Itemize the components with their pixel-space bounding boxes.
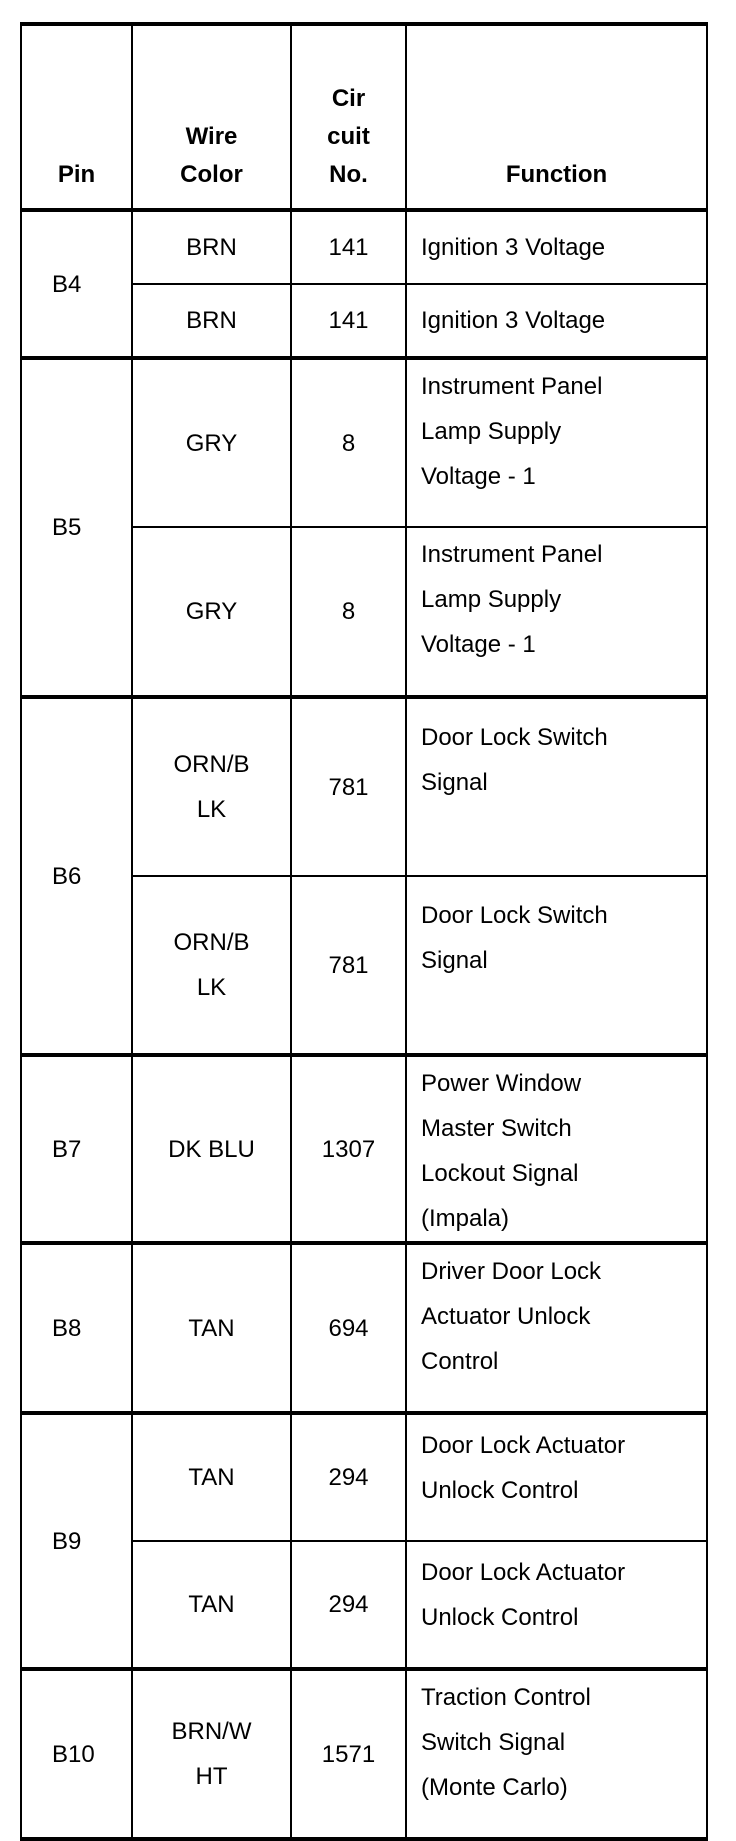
pin-column-header (21, 24, 132, 210)
wire-color-cell (132, 876, 291, 1055)
function-text-line: Unlock Control (421, 1604, 579, 1631)
wire-color-cell (132, 1243, 291, 1413)
circuit-number-cell: 781 (291, 697, 406, 876)
circuit-number-cell: 294 (291, 1541, 406, 1669)
wire-color-text: ORN/B (173, 751, 250, 778)
function-text-line: Door Lock Actuator (421, 1559, 626, 1586)
function-text-line: Voltage - 1 (421, 631, 536, 658)
table-row (21, 1243, 707, 1413)
function-text-line: (Monte Carlo) (421, 1774, 568, 1801)
pin-cell: B4 (21, 210, 132, 358)
table-row (21, 358, 707, 527)
function-text-line: Ignition 3 Voltage (421, 234, 606, 261)
wire-color-cell (132, 284, 291, 358)
function-text-line: Switch Signal (421, 1729, 566, 1756)
function-cell (406, 358, 707, 527)
function-cell (406, 284, 707, 358)
wire-color-text: GRY (185, 429, 238, 457)
circuit-number-cell: 694 (291, 1243, 406, 1413)
wire-color-text: GRY (185, 598, 238, 625)
wire-color-text: BRN/W (171, 1718, 252, 1745)
circuit-number-cell: 8 (291, 358, 406, 527)
circuit-number-cell: 781 (291, 876, 406, 1055)
circuit-number-cell: 1307 (291, 1055, 406, 1243)
function-header-text: Function (505, 161, 608, 188)
function-text-line: Instrument Panel (421, 541, 603, 568)
wire-color-text: TAN (188, 1464, 235, 1491)
pinout-table (20, 22, 708, 1841)
pin-cell: B6 (21, 697, 132, 1055)
wire-color-text: DK BLU (168, 1135, 255, 1163)
circuit-number-cell: 141 (291, 284, 406, 358)
function-cell (406, 697, 707, 876)
function-cell (406, 1243, 707, 1413)
pin-cell: B9 (21, 1413, 132, 1669)
function-cell (406, 1413, 707, 1541)
wire-color-cell (132, 358, 291, 527)
wire-color-cell (132, 210, 291, 284)
header-row (21, 24, 707, 210)
connector-pinout-sheet (20, 22, 708, 1841)
function-cell (406, 876, 707, 1055)
circuit-number-cell: 141 (291, 210, 406, 284)
wire-header-line-1: Wire (185, 123, 238, 150)
wire-color-text: HT (195, 1763, 228, 1790)
function-text-line: Master Switch (421, 1115, 572, 1142)
circuit-number-cell: 8 (291, 527, 406, 697)
wire-header-line-2: Color (180, 161, 243, 188)
function-text-line: Signal (421, 769, 488, 796)
wire-color-cell (132, 1055, 291, 1243)
function-text-line: Control (421, 1348, 499, 1375)
circuit-header-line-2: cuit (327, 123, 370, 150)
function-text-line: Ignition 3 Voltage (421, 307, 606, 334)
function-text-line: Voltage - 1 (421, 463, 536, 490)
wire-color-cell (132, 697, 291, 876)
function-cell (406, 210, 707, 284)
function-text-line: Signal (421, 947, 488, 974)
function-text-line: Driver Door Lock (421, 1258, 602, 1285)
circuit-number-cell: 294 (291, 1413, 406, 1541)
table-row (21, 210, 707, 284)
pin-cell: B8 (21, 1243, 132, 1413)
function-text-line: Lamp Supply (421, 586, 562, 613)
function-text-line: Instrument Panel (421, 373, 603, 400)
circuit-number-column-header (291, 24, 406, 210)
function-text-line: Lamp Supply (421, 418, 562, 445)
function-text-line: Power Window (421, 1070, 582, 1097)
wire-color-text: TAN (188, 1591, 235, 1618)
table-row (21, 1413, 707, 1541)
wire-color-text: BRN (186, 307, 237, 334)
function-text-line: Traction Control (421, 1684, 591, 1711)
wire-color-cell (132, 1413, 291, 1541)
pin-cell: B5 (21, 358, 132, 697)
function-text-line: Door Lock Switch (421, 724, 608, 751)
wire-color-text: LK (196, 974, 227, 1001)
function-column-header (406, 24, 707, 210)
function-cell (406, 1055, 707, 1243)
function-text-line: Actuator Unlock (421, 1303, 591, 1330)
function-cell (406, 1541, 707, 1669)
wire-color-cell (132, 527, 291, 697)
table-row (21, 1055, 707, 1243)
wire-color-text: LK (196, 796, 227, 823)
circuit-number-cell: 1571 (291, 1669, 406, 1839)
pin-cell: B10 (21, 1669, 132, 1839)
wire-color-column-header (132, 24, 291, 210)
circuit-header-line-1: Cir (331, 85, 366, 112)
wire-color-text: ORN/B (173, 929, 250, 956)
function-text-line: Door Lock Switch (421, 902, 608, 929)
wire-color-text: BRN (186, 234, 237, 261)
table-header (21, 24, 707, 210)
wire-color-cell (132, 1541, 291, 1669)
function-text-line: (Impala) (421, 1205, 510, 1232)
table-body (21, 210, 707, 1839)
wire-color-text: TAN (188, 1314, 235, 1342)
function-text-line: Unlock Control (421, 1477, 579, 1504)
circuit-header-line-3: No. (329, 161, 368, 188)
pin-cell: B7 (21, 1055, 132, 1243)
function-cell (406, 527, 707, 697)
function-text-line: Door Lock Actuator (421, 1432, 626, 1459)
pin-header-text: Pin (57, 161, 96, 188)
table-row (21, 697, 707, 876)
function-text-line: Lockout Signal (421, 1160, 579, 1187)
